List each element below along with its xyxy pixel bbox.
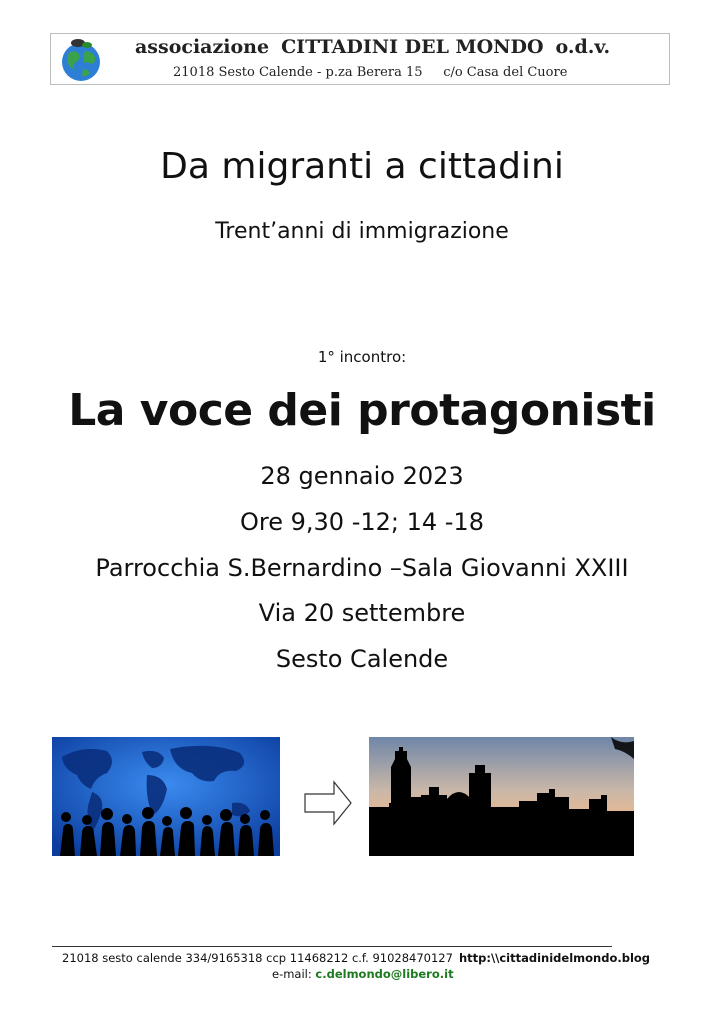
page-subtitle: Trent’anni di immigrazione (215, 219, 509, 244)
footer-email: e-mail: c.delmondo@libero.it (272, 967, 454, 981)
association-address: 21018 Sesto Calende - p.za Berera 15 c/o Casa del Cuore (173, 65, 568, 80)
globe-icon (57, 37, 105, 83)
event-headline: La voce dei protagonisti (68, 385, 656, 436)
footer-divider (52, 946, 612, 947)
event-city: Sesto Calende (275, 645, 449, 673)
letterhead (50, 33, 670, 85)
footer-contacts: 21018 sesto calende 334/9165318 ccp 11468212 c.f. 91028470127 http:\\cittadinidelmondo.blog (62, 951, 651, 965)
email-link[interactable]: c.delmondo@libero.it (315, 967, 454, 981)
event-hours: Ore 9,30 -12; 14 -18 (240, 508, 484, 536)
page-title: Da migranti a cittadini (160, 146, 564, 187)
association-name: associazione CITTADINI DEL MONDO o.d.v. (135, 36, 611, 58)
world-map-migrants-image (52, 737, 280, 856)
city-skyline-image (369, 737, 634, 856)
event-date: 28 gennaio 2023 (260, 462, 464, 490)
meeting-number: 1° incontro: (317, 348, 407, 366)
blog-link[interactable]: http:\\cittadinidelmondo.blog (458, 951, 651, 965)
right-arrow-icon (304, 780, 352, 826)
event-place: Parrocchia S.Bernardino –Sala Giovanni XXIII (95, 554, 629, 582)
event-street: Via 20 settembre (258, 599, 466, 627)
